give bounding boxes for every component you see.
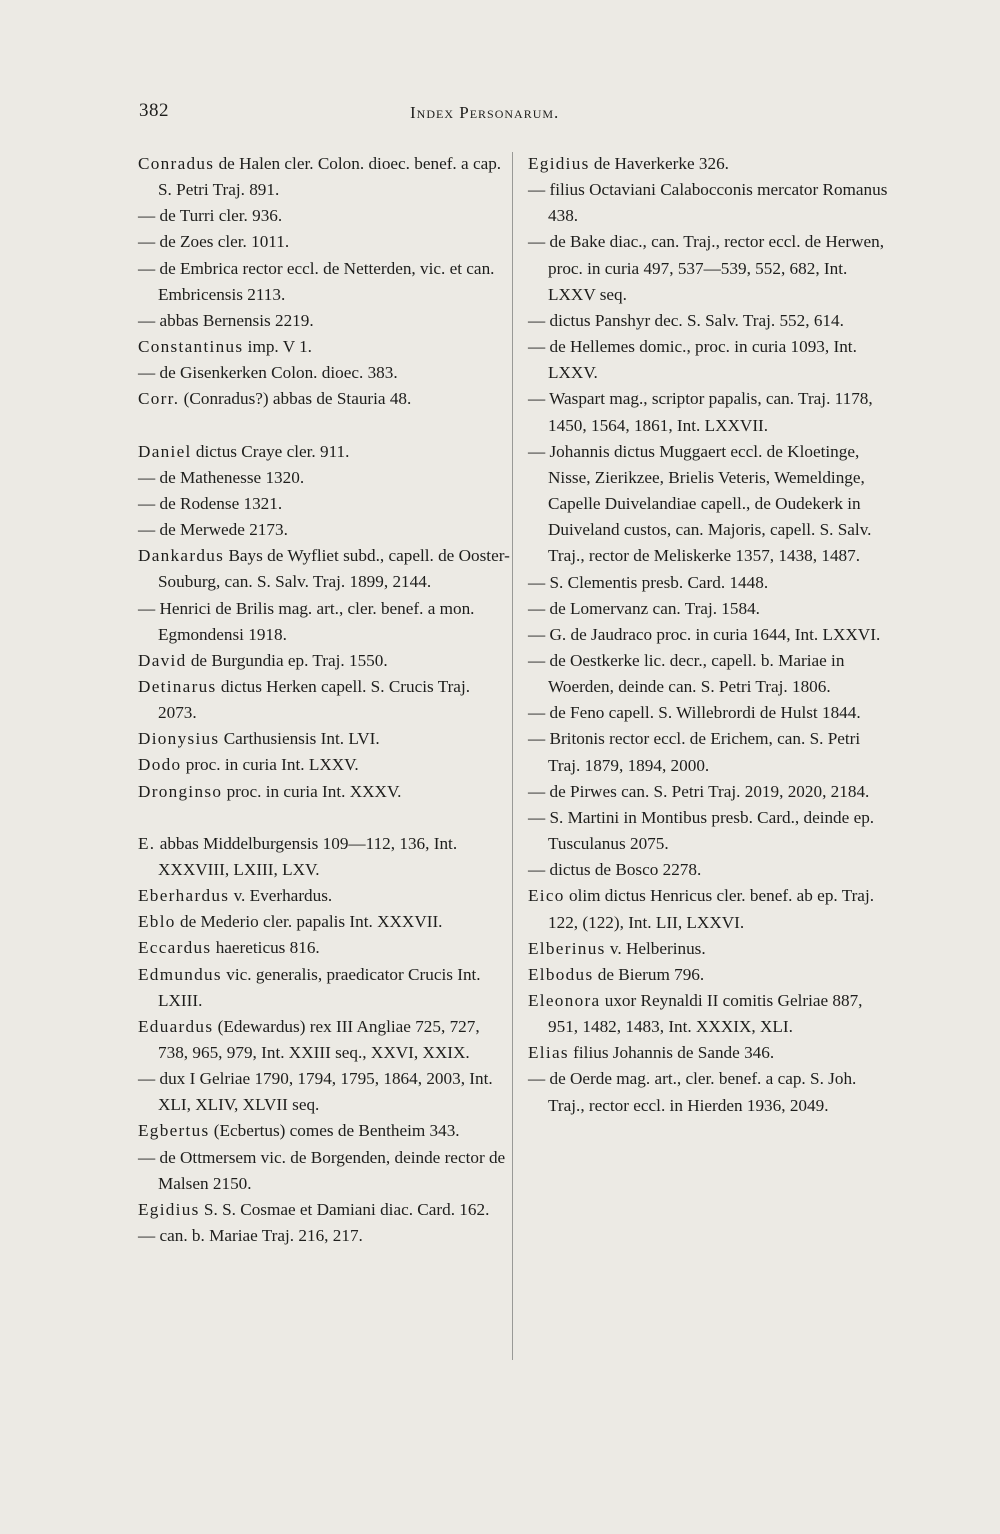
index-entry [138, 648, 510, 674]
entry-text: — filius Octaviani Calabocconis mercator Romanus 438. [528, 180, 888, 226]
entry-text: — de Gisenkerken Colon. dioec. 383. [138, 363, 398, 383]
entry-headword: Eccardus [138, 938, 212, 958]
running-head: Index Personarum. [410, 103, 560, 122]
index-entry [528, 805, 896, 857]
index-entry [138, 909, 510, 935]
index-entry [138, 1118, 510, 1144]
entry-text: (Conradus?) abbas de Stauria 48. [179, 389, 412, 409]
entry-headword: David [138, 650, 187, 670]
index-entry [528, 151, 896, 177]
entry-text: uxor Reynaldi II comitis Gelriae 887, 951, 1482, 1483, Int. XXXIX, XLI. [548, 991, 863, 1037]
index-entry [138, 229, 510, 255]
index-entry [138, 1197, 510, 1223]
entry-text: S. S. Cosmae et Damiani diac. Card. 162. [199, 1199, 490, 1219]
index-entry [528, 439, 896, 570]
entry-text: — abbas Bernensis 2219. [138, 310, 314, 330]
entry-text: — de Bake diac., can. Traj., rector eccl. de Herwen, proc. in curia 497, 537—539, 552, 682, Int. LXXV seq. [528, 232, 885, 304]
index-entry [528, 177, 896, 229]
index-entry [528, 988, 896, 1040]
index-entry [528, 883, 896, 935]
entry-text: imp. V 1. [243, 337, 312, 357]
index-entry [138, 308, 510, 334]
entry-text: dictus Herken capell. S. Crucis Traj. 2073. [158, 676, 471, 723]
entry-text: haereticus 816. [211, 938, 320, 958]
index-entry [528, 622, 896, 648]
entry-headword: Dankardus [138, 546, 225, 566]
index-entry [138, 203, 510, 229]
entry-text: vic. generalis, praedicator Crucis Int. LXIII. [158, 964, 481, 1010]
entry-text: — de Merwede 2173. [138, 520, 288, 540]
entry-text: — S. Martini in Montibus presb. Card., deinde ep. Tusculanus 2075. [528, 807, 875, 854]
column-divider [512, 152, 513, 1360]
entry-headword: Eduardus [138, 1016, 214, 1036]
index-entry [138, 1145, 510, 1197]
index-entry [528, 334, 896, 386]
index-entry [138, 334, 510, 360]
index-entry [138, 543, 510, 595]
entry-text: de Haverkerke 326. [589, 154, 729, 173]
entry-text: — de Mathenesse 1320. [138, 467, 305, 487]
entry-text: (Ecbertus) comes de Bentheim 343. [209, 1121, 460, 1141]
entry-text: Bays de Wyfliet subd., capell. de Ooster-Souburg, can. S. Salv. Traj. 1899, 2144. [158, 546, 510, 592]
entry-text: — de Oerde mag. art., cler. benef. a cap. S. Joh. Traj., rector eccl. in Hierden 1936, 2049. [528, 1069, 857, 1115]
index-entry [528, 229, 896, 307]
entry-text: v. Everhardus. [229, 886, 333, 906]
index-entry [528, 386, 896, 438]
entry-text: — Johannis dictus Muggaert eccl. de Kloetinge, Nisse, Zierikzee, Brielis Veteris, Wemeldinge, Capelle Duivelandiae capell., de Oudekerk in Duiveland custos, can. Majoris, capell. S. Salv. Traj., rector de Meliskerke 1357, 1438, 1487. [528, 441, 872, 566]
entry-headword: Egidius [138, 1199, 200, 1219]
index-entry [138, 1014, 510, 1066]
entry-text: olim dictus Henricus cler. benef. ab ep. Traj. 122, (122), Int. LII, LXXVI. [548, 886, 875, 932]
entry-text: — de Feno capell. S. Willebrordi de Hulst 1844. [528, 703, 861, 723]
entry-text: — de Embrica rector eccl. de Netterden, vic. et can. Embricensis 2113. [138, 258, 495, 304]
entry-headword: Eleonora [528, 991, 601, 1010]
section-gap [138, 413, 510, 439]
entry-text: de Bierum 796. [593, 964, 705, 984]
entry-text: proc. in curia Int. XXXV. [222, 781, 402, 801]
entry-text: — dictus de Bosco 2278. [528, 860, 702, 880]
entry-text: de Mederio cler. papalis Int. XXXVII. [175, 912, 443, 932]
entry-text: — de Ottmersem vic. de Borgenden, deinde rector de Malsen 2150. [138, 1147, 506, 1193]
entry-text: dictus Craye cler. 911. [191, 441, 350, 461]
index-entry [528, 1040, 896, 1066]
index-entry [138, 465, 510, 491]
index-entry [138, 1066, 510, 1118]
entry-text: — dux I Gelriae 1790, 1794, 1795, 1864, 2003, Int. XLI, XLIV, XLVII seq. [138, 1069, 493, 1115]
entry-text: de Burgundia ep. Traj. 1550. [186, 650, 388, 670]
index-entry [138, 491, 510, 517]
entry-text: — de Turri cler. 936. [138, 206, 283, 226]
index-entry [528, 779, 896, 805]
index-entry [138, 935, 510, 961]
index-entry [528, 726, 896, 778]
entry-text: Carthusiensis Int. LVI. [219, 729, 380, 749]
entry-text: — de Hellemes domic., proc. in curia 1093, Int. LXXV. [528, 337, 857, 383]
entry-headword: Eico [528, 886, 565, 906]
entry-text: — de Oestkerke lic. decr., capell. b. Mariae in Woerden, deinde can. S. Petri Traj. 1806. [528, 650, 845, 697]
entry-text: — S. Clementis presb. Card. 1448. [528, 572, 769, 592]
index-entry [138, 439, 510, 465]
entry-text: de Halen cler. Colon. dioec. benef. a cap. S. Petri Traj. 891. [158, 154, 502, 200]
entry-headword: Elbodus [528, 964, 594, 984]
index-entry [138, 752, 510, 778]
entry-headword: Dodo [138, 755, 182, 775]
index-entry [138, 1223, 510, 1249]
index-entry [138, 726, 510, 752]
entry-text: — can. b. Mariae Traj. 216, 217. [138, 1226, 363, 1246]
page-number: 382 [139, 100, 169, 121]
entry-headword: Conradus [138, 154, 215, 173]
index-entry [528, 857, 896, 883]
index-entry [138, 360, 510, 386]
section-gap [138, 805, 510, 831]
left-column [138, 151, 510, 1249]
index-entry [138, 151, 510, 203]
index-entry [138, 517, 510, 543]
index-entry [138, 674, 510, 726]
entry-headword: Egidius [528, 154, 590, 173]
entry-text: (Edewardus) rex III Angliae 725, 727, 738, 965, 979, Int. XXIII seq., XXVI, XXIX. [158, 1016, 480, 1062]
entry-text: — de Rodense 1321. [138, 493, 283, 513]
entry-headword: Eberhardus [138, 886, 230, 906]
index-entry [528, 308, 896, 334]
index-entry [138, 596, 510, 648]
index-entry [528, 700, 896, 726]
index-entry [528, 570, 896, 596]
entry-headword: Detinarus [138, 676, 217, 696]
index-entry [528, 596, 896, 622]
entry-headword: Eblo [138, 912, 176, 932]
entry-headword: Constantinus [138, 337, 244, 357]
index-entry [138, 779, 510, 805]
index-entry [528, 1066, 896, 1118]
right-column [528, 151, 896, 1119]
entry-headword: E. [138, 833, 156, 853]
entry-headword: Elberinus [528, 938, 606, 958]
index-entry [528, 936, 896, 962]
entry-text: — de Lomervanz can. Traj. 1584. [528, 598, 760, 618]
index-entry [138, 831, 510, 883]
index-entry [528, 648, 896, 700]
entry-text: — de Pirwes can. S. Petri Traj. 2019, 2020, 2184. [528, 781, 870, 801]
entry-headword: Egbertus [138, 1121, 210, 1141]
entry-text: — Britonis rector eccl. de Erichem, can. S. Petri Traj. 1879, 1894, 2000. [528, 729, 861, 775]
entry-text: — G. de Jaudraco proc. in curia 1644, Int. LXXVI. [528, 624, 881, 644]
entry-headword: Edmundus [138, 964, 222, 984]
entry-text: — dictus Panshyr dec. S. Salv. Traj. 552, 614. [528, 310, 844, 330]
entry-text: filius Johannis de Sande 346. [568, 1043, 775, 1063]
entry-headword: Dronginso [138, 781, 223, 801]
entry-text: v. Helberinus. [605, 938, 706, 958]
index-entry [138, 256, 510, 308]
entry-text: — Waspart mag., scriptor papalis, can. Traj. 1178, 1450, 1564, 1861, Int. LXXVII. [528, 389, 873, 435]
entry-text: abbas Middelburgensis 109—112, 136, Int. XXXVIII, LXIII, LXV. [155, 833, 458, 879]
entry-text: — de Zoes cler. 1011. [138, 232, 290, 252]
entry-headword: Dionysius [138, 729, 220, 749]
entry-text: — Henrici de Brilis mag. art., cler. benef. a mon. Egmondensi 1918. [138, 598, 475, 644]
index-entry [138, 883, 510, 909]
index-entry [138, 962, 510, 1014]
entry-headword: Corr. [138, 389, 180, 409]
entry-headword: Daniel [138, 441, 192, 461]
index-entry [138, 386, 510, 412]
index-entry [528, 962, 896, 988]
entry-text: proc. in curia Int. LXXV. [181, 755, 359, 775]
entry-headword: Elias [528, 1043, 569, 1063]
